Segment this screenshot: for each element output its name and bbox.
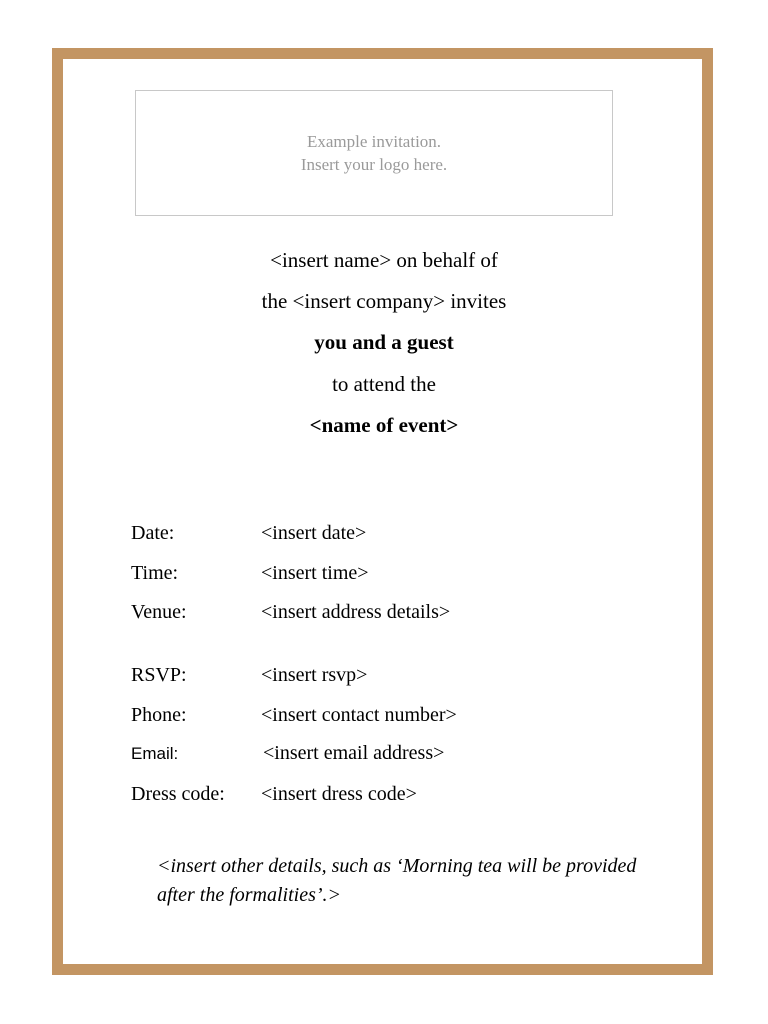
detail-label: Dress code: [131,783,225,805]
detail-label: Email: [131,744,179,763]
detail-value: <insert dress code> [261,783,417,805]
host-line: <insert name> on behalf of [270,248,498,272]
detail-label: Date: [131,522,175,544]
detail-value: <insert rsvp> [261,664,368,686]
event-name: <name of event> [309,413,459,437]
detail-label: Time: [131,562,179,584]
logo-placeholder-line-2: Insert your logo here. [300,155,448,174]
detail-label: Venue: [131,601,187,623]
guest-line: you and a guest [314,330,454,354]
detail-value: <insert time> [261,562,369,584]
other-details-note: <insert other details, such as ‘Morning tea will be provided after the formalities’.> [157,855,637,906]
logo-placeholder [135,90,613,216]
detail-value: <insert contact number> [261,704,457,726]
detail-label: RSVP: [131,664,187,686]
detail-value: <insert date> [261,522,367,544]
detail-value: <insert email address> [263,742,445,764]
detail-label: Phone: [131,704,187,726]
company-line: the <insert company> invites [261,289,507,313]
detail-value: <insert address details> [261,601,451,623]
attend-line: to attend the [332,372,436,396]
logo-placeholder-line-1: Example invitation. [306,132,442,151]
